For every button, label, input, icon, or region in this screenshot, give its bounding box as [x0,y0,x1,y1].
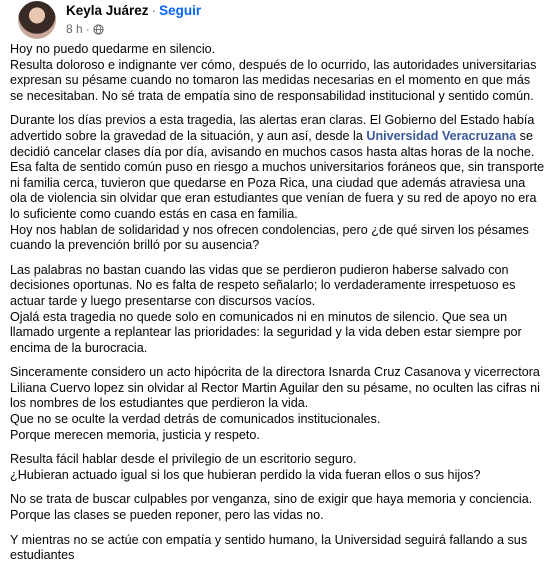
paragraph-text: Durante los días previos a esta tragedia, las alertas eran claras. El Gobierno del Estado había advertido sobre la gravedad de la situación, y aun así, desde la [10,113,535,143]
paragraph-line: Porque las clases se pueden reponer, pero las vidas no. [10,508,324,523]
author-row [66,3,201,18]
follow-button[interactable]: Seguir [159,3,202,18]
paragraph-line: Y mientras no se actúe con empatía y sentido humano, la Universidad seguirá fallando a sus estudiantes [10,532,528,563]
paragraph-line: Hoy nos hablan de solidaridad y nos ofrecen condolencias, pero ¿de qué sirven los pésames cuando la prevención brilló por su ausencia? [10,222,529,253]
paragraph-text: se decidió cancelar clases día por día, avisando en muchos casos hasta altas horas de la noche. Esa falta de sentido común puso en riesgo a muchos universitarios foráneos que, sin transporte ni familia cerca, tuvieron que quedarse en Poza Rica, una ciudad que además atraviesa una ola de violencia sin olvidar que eran estudiantes que venían de fuera y su red de apoyo no era lo suficiente como cuando estás en casa en familia. [10,128,545,221]
paragraph-line: Ojalá esta tragedia no quede solo en comunicados ni en minutos de silencio. Que sea un llamado urgente a replantear las prioridades: la seguridad y la vida deben estar siempre por encima de la burocracia. [10,309,522,355]
paragraph-line: ¿Hubieran actuado igual si los que hubieran perdido la vida fueran ellos o sus hijos? [10,467,481,482]
paragraph-line: No se trata de buscar culpables por venganza, sino de exigir que haya memoria y conciencia. [10,492,533,507]
globe-icon[interactable] [93,24,104,35]
paragraph [10,365,545,443]
paragraph [10,113,545,253]
paragraph [10,452,545,483]
author-avatar[interactable] [18,1,56,39]
university-link[interactable]: Universidad Veracruzana [366,128,517,143]
paragraph [10,263,545,357]
paragraph [10,42,545,104]
paragraph-line: Que no se oculte la verdad detrás de comunicados institucionales. [10,412,381,427]
post-header [10,0,545,42]
post-meta [66,22,104,36]
paragraph-line: Sinceramente considero un acto hipócrita de la directora Isnarda Cruz Casanova y vicerrectora Liliana Cuervo lopez sin olvidar al Rector Martin Aguilar den su pésame, no oculten las cifras ni los nombres de los estudiantes que perdieron la vida. [10,365,540,411]
time-separator: · [85,22,90,36]
paragraph-line: Resulta doloroso e indignante ver cómo, después de lo ocurrido, las autoridades universitarias expresan su pésame cuando no tomaron las medidas necesarias en el momento en que más se necesitaban. No sé trata de empatía sino de responsabilidad institucional y sentido común. [10,57,537,103]
author-name[interactable]: Keyla Juárez [66,3,149,18]
paragraph [10,492,545,523]
paragraph-line: Porque merecen memoria, justicia y respeto. [10,427,260,442]
paragraph [10,533,545,564]
paragraph-line: Las palabras no bastan cuando las vidas que se perdieron pudieron haberse salvado con decisiones oportunas. No es falta de respeto señalarlo; lo verdaderamente irrespetuoso es actuar tarde y luego presentarse con discursos vacíos. [10,262,516,308]
name-separator: · [151,3,157,18]
paragraph-line: Resulta fácil hablar desde el privilegio de un escritorio seguro. [10,452,357,467]
paragraph-line: Hoy no puedo quedarme en silencio. [10,42,216,56]
post-body [10,42,545,564]
post-time[interactable]: 8 h [66,22,83,36]
